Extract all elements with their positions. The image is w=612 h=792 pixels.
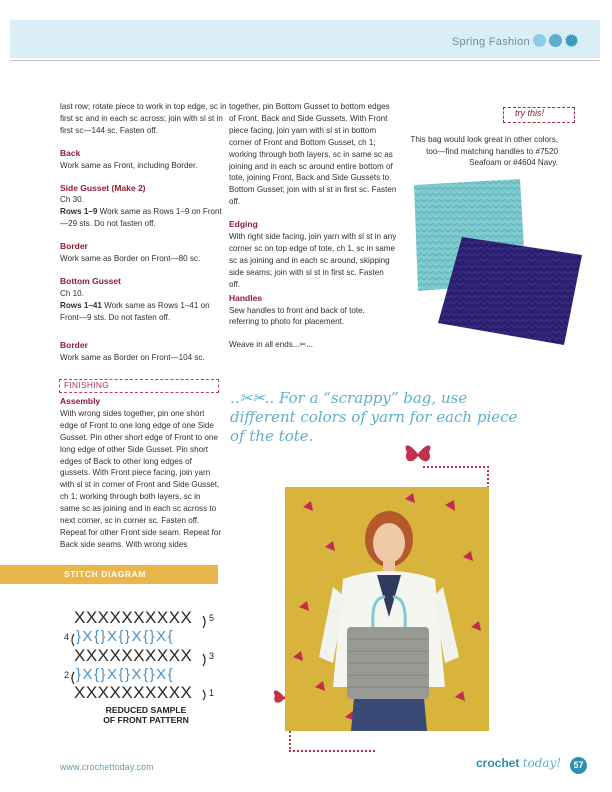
border-heading: Border xyxy=(60,339,88,350)
stitch-row-blue: }X{}X{}X{}X{ xyxy=(76,628,175,645)
diagram-caption xyxy=(86,705,206,725)
header-divider xyxy=(10,60,600,61)
rows-text: Work same as Rows 1–41 on Front—9 sts. Do not fasten off. xyxy=(60,300,210,322)
stitch-row: XXXXXXXXXX xyxy=(74,646,193,665)
model-photo xyxy=(285,487,489,731)
scrappy-tip xyxy=(230,389,530,446)
row-number: 2 xyxy=(64,670,70,680)
weave-in-text: Weave in all ends...✂... xyxy=(229,340,314,350)
stitch-row-blue: }X{}X{}X{}X{ xyxy=(76,666,175,683)
footer-url[interactable]: www.crochettoday.com xyxy=(60,762,154,772)
middle-column xyxy=(229,101,397,351)
left-column xyxy=(60,101,228,363)
brand-part-a: crochet xyxy=(476,756,520,770)
yarn-swatches xyxy=(400,175,590,350)
bottom-gusset-heading: Bottom Gusset xyxy=(60,275,121,286)
edging-text: With right side facing, join yarn with sl st in any corner sc on top edge of tote, ch 1, sc in same sc as joining and in each sc around, skipping side seams; join with sl st in first sc. Fasten off. xyxy=(229,232,397,289)
page-number: 57 xyxy=(570,757,587,774)
butterfly-icon xyxy=(403,440,433,468)
continued-text: together, pin Bottom Gusset to bottom edges of Front, Back and Side Gussets. With Front piece facing, join yarn with sl st in bottom corner of Front and Bottom Gusset, ch 1; working through both layers, sc in same sc as joining and in each sc around entire bottom of tote, joining Front, Back and Side Gussets to Bottom Gusset; join with sl st in first sc. Fasten off. xyxy=(229,102,397,207)
border-heading: Border xyxy=(60,241,88,252)
stitch-diagram xyxy=(60,604,230,704)
rows-label: Rows 1–41 xyxy=(60,300,102,310)
handles-heading: Handles xyxy=(229,292,263,303)
decor-dot-icon xyxy=(533,34,546,47)
section-title: Spring Fashion xyxy=(451,36,530,48)
try-this-text: This bag would look great in other colors, too—find matching handles to #7520 Seafoam or #4604 Navy. xyxy=(410,135,558,167)
caption-line: OF FRONT PATTERN xyxy=(103,715,189,725)
edging-heading: Edging xyxy=(229,219,258,230)
intro-text: last row; rotate piece to work in top edge, sc in first sc and in each sc across; join with sl st in first sc—144 sc. Fasten off. xyxy=(60,102,227,135)
dotted-frame xyxy=(289,750,375,752)
back-text: Work same as Front, including Border. xyxy=(60,160,198,170)
decor-dot-icon xyxy=(549,34,562,47)
row-number: 4 xyxy=(64,632,70,642)
dotted-frame xyxy=(423,466,489,468)
row-number: 3 xyxy=(209,651,215,661)
side-gusset-rows xyxy=(60,206,228,230)
row-number: 1 xyxy=(209,688,215,698)
stitch-row: XXXXXXXXXX xyxy=(74,608,193,627)
back-heading: Back xyxy=(60,147,81,158)
stitch-row: XXXXXXXXXX xyxy=(74,683,193,702)
brand-part-b: today! xyxy=(522,756,562,770)
decor-flower-icon xyxy=(565,34,578,47)
assembly-section xyxy=(60,396,222,551)
row-number: 5 xyxy=(209,613,215,623)
navy-swatch xyxy=(438,237,582,345)
border-text: Work same as Border on Front—80 sc. xyxy=(60,254,201,264)
rows-text: Work same as Rows 1–9 on Front—29 sts. Do not fasten off. xyxy=(60,207,222,229)
scrappy-tip-text: For a “scrappy” bag, use different colors of yarn for each piece of the tote. xyxy=(230,389,518,445)
brand-logo xyxy=(476,756,561,770)
assembly-heading: Assembly xyxy=(60,396,101,406)
try-this-label: try this! xyxy=(515,108,545,118)
caption-line: REDUCED SAMPLE xyxy=(105,705,187,715)
scissors-dotted-icon: ..✂✂.. xyxy=(230,389,275,407)
border-text: Work same as Border on Front—104 sc. xyxy=(60,352,205,362)
handles-text: Sew handles to front and back of tote, referring to photo for placement. xyxy=(229,305,365,327)
side-gusset-ch: Ch 30. xyxy=(60,195,84,205)
rows-label: Rows 1–9 xyxy=(60,207,98,217)
finishing-label: FINISHING xyxy=(64,380,110,390)
assembly-text: With wrong sides together, pin one short edge of Front to one long edge of one Side Gusset. Pin other short edge of Front to one long edge of other Side Gusset. Pin short edges of Back to other long edges of gussets. With Front piece facing, join yarn with sl st in corner of Front and Side Gusset, ch 1; working through both layers, sc in same sc as joining and in each sc across to next corner, sc in corner sc. Fasten off. Repeat for other Front side seam. Repeat for Back side seams. With wrong sides xyxy=(60,408,222,549)
side-gusset-heading: Side Gusset (Make 2) xyxy=(60,182,146,193)
photo-illustration xyxy=(285,487,489,731)
bottom-gusset-rows xyxy=(60,300,228,324)
stitch-diagram-title: STITCH DIAGRAM xyxy=(64,569,147,579)
bottom-gusset-ch: Ch 10. xyxy=(60,288,84,298)
